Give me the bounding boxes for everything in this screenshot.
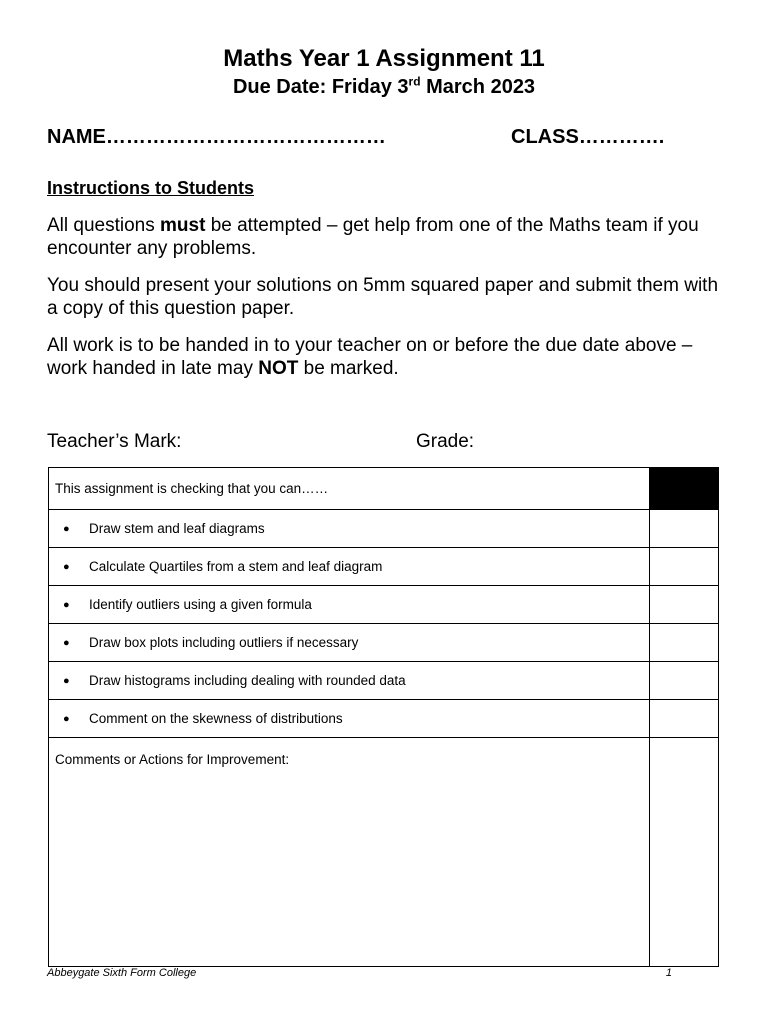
page-title: Maths Year 1 Assignment 11 [223, 45, 545, 72]
comments-mark-cell [650, 738, 719, 967]
bullet-icon: ● [63, 560, 70, 573]
bullet-icon: ● [63, 522, 70, 535]
tick-column-header [650, 468, 719, 510]
checklist-item-cell [49, 624, 650, 662]
tick-box [650, 662, 719, 700]
checklist-item-cell [49, 510, 650, 548]
checklist-item-label: Calculate Quartiles from a stem and leaf diagram [89, 559, 383, 574]
checklist-item-cell [49, 548, 650, 586]
checklist-row [49, 624, 719, 662]
checklist-item-cell [49, 586, 650, 624]
name-class-line [47, 124, 727, 150]
instruction-paragraph-3 [47, 334, 727, 380]
bullet-icon: ● [63, 674, 70, 687]
teacher-mark-label: Teacher’s Mark: [47, 431, 182, 452]
instruction-text: be marked. [298, 358, 399, 379]
checklist-row [49, 662, 719, 700]
checklist-item-label: Draw box plots including outliers if necessary [89, 635, 359, 650]
tick-box [650, 586, 719, 624]
checklist-row [49, 510, 719, 548]
checklist-item-cell [49, 662, 650, 700]
due-date-suffix-ordinal: rd [408, 74, 421, 89]
checklist-row [49, 700, 719, 738]
marking-line [47, 430, 727, 453]
instruction-text: All questions [47, 215, 161, 236]
checklist-header-row [49, 468, 719, 510]
tick-box [650, 624, 719, 662]
checklist-item-label: Comment on the skewness of distributions [89, 711, 343, 726]
bullet-icon: ● [63, 598, 70, 611]
instruction-text: All work is to be handed in to your teacher on or before the due date above – work handed in late may [47, 335, 693, 379]
checklist-row [49, 586, 719, 624]
class-field: CLASS…………. [511, 126, 665, 148]
page-footer [47, 966, 672, 980]
checklist-row [49, 548, 719, 586]
due-date-prefix: Due Date: Friday 3 [232, 76, 409, 98]
college-name: Abbeygate Sixth Form College [47, 967, 197, 979]
name-field: NAME…………………………………… [47, 126, 386, 148]
instruction-emphasis: NOT [258, 358, 299, 379]
tick-box [650, 548, 719, 586]
skills-checklist-table [48, 467, 719, 967]
checklist-heading: This assignment is checking that you can…… [49, 468, 650, 510]
checklist-item-label: Identify outliers using a given formula [89, 597, 312, 612]
grade-label: Grade: [416, 431, 475, 452]
bullet-icon: ● [63, 636, 70, 649]
tick-box [650, 700, 719, 738]
instruction-text: be attempted – get help from one of the Maths team if you encounter any problems. [47, 215, 699, 259]
instruction-emphasis: must [160, 215, 206, 236]
checklist-item-cell [49, 700, 650, 738]
comments-row [49, 738, 719, 967]
bullet-icon: ● [63, 712, 70, 725]
due-date-month-year: March 2023 [420, 76, 536, 98]
instruction-paragraph-1 [47, 214, 727, 260]
instruction-paragraph-2: You should present your solutions on 5mm squared paper and submit them with a copy of this question paper. [47, 275, 719, 319]
comments-label: Comments or Actions for Improvement: [49, 738, 650, 967]
tick-box [650, 510, 719, 548]
checklist-item-label: Draw stem and leaf diagrams [89, 521, 265, 536]
page-number: 1 [665, 967, 672, 979]
checklist-item-label: Draw histograms including dealing with rounded data [89, 673, 406, 688]
instructions-heading: Instructions to Students [47, 178, 254, 198]
due-date [0, 74, 768, 100]
